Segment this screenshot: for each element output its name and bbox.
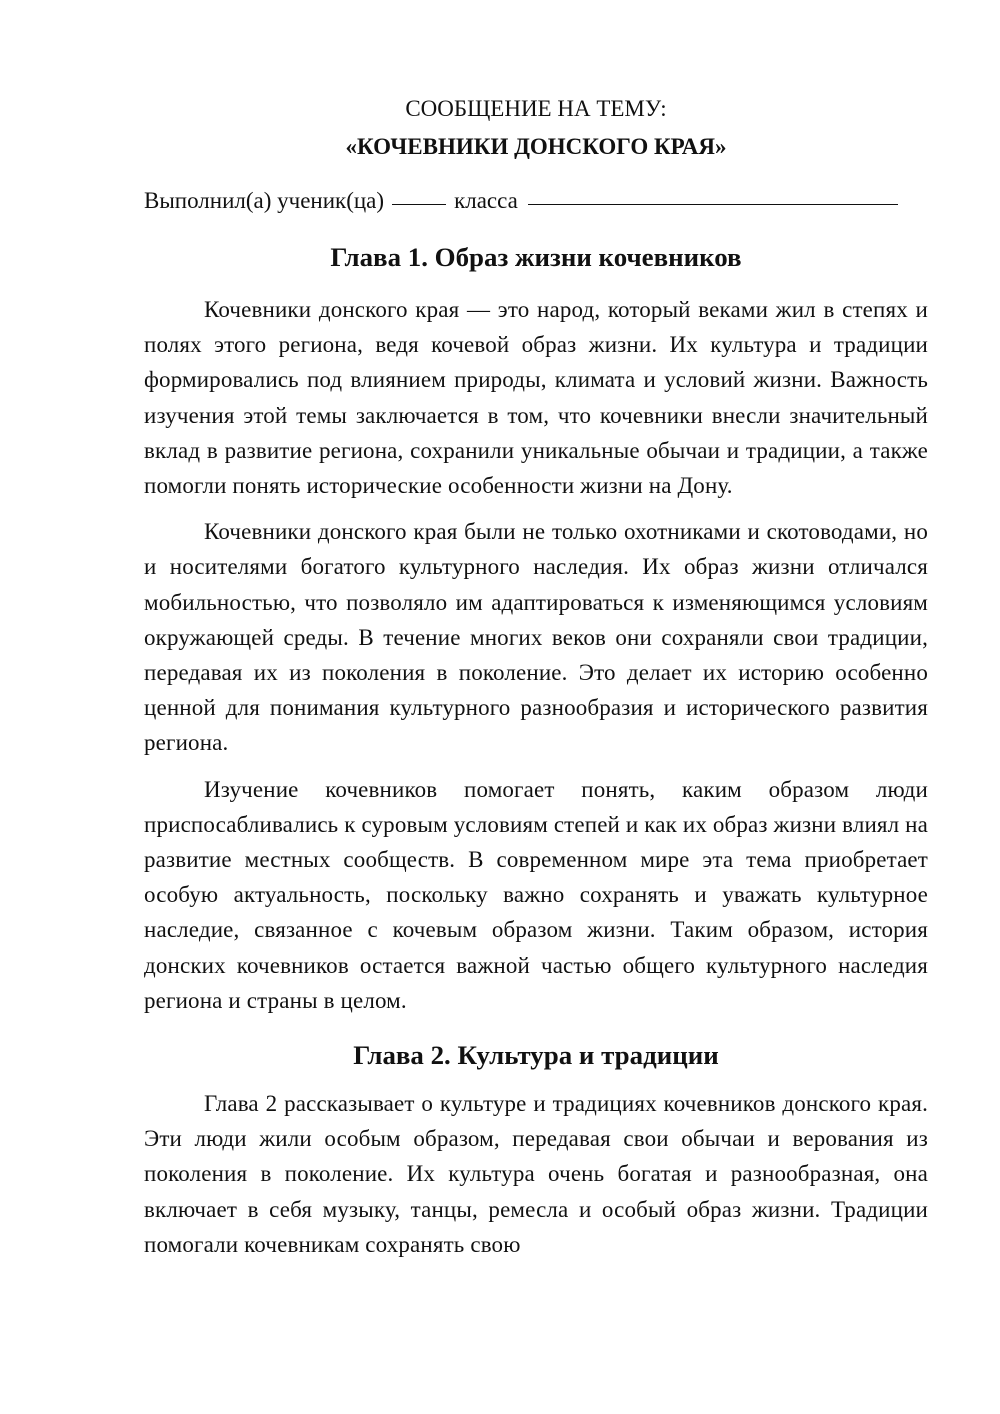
document-title: СООБЩЕНИЕ НА ТЕМУ: xyxy=(405,96,667,121)
name-blank xyxy=(528,204,898,205)
document-subtitle: «КОЧЕВНИКИ ДОНСКОГО КРАЯ» xyxy=(345,134,727,159)
chapter-2-paragraph: Глава 2 рассказывает о культуре и традициях кочевников донского края. Эти люди жили особым образом, передавая свои обычаи и верования из поколения в поколение. Их культура очень богатая и разнообразная, она включает в себя музыку, танцы, ремесла и особый образ жизни. Традиции помогали кочевникам сохранять свою xyxy=(144,1091,928,1257)
document-page xyxy=(144,90,928,1273)
author-line xyxy=(144,182,928,220)
chapter-1-heading: Глава 1. Образ жизни кочевников xyxy=(330,242,742,272)
grade-blank xyxy=(392,204,446,205)
performer-label: Выполнил(а) ученик(ца) xyxy=(144,188,385,213)
class-label: класса xyxy=(454,188,518,213)
chapter-2-heading: Глава 2. Культура и традиции xyxy=(353,1040,719,1071)
chapter-1-paragraph: Изучение кочевников помогает понять, каким образом люди приспосабливались к суровым условиям степей и как их образ жизни влиял на развитие местных сообществ. В современном мире эта тема приобретает особую актуальность, поскольку важно сохранять и уважать культурное наследие, связанное с кочевым образом жизни. Таким образом, история донских кочевников остается важной частью общего культурного наследия региона и страны в целом. xyxy=(144,776,928,1013)
chapter-1-paragraph: Кочевники донского края — это народ, который веками жил в степях и полях этого региона, ведя кочевой образ жизни. Их культура и традиции формировались под влиянием природы, климата и условий жизни. Важность изучения этой темы заключается в том, что кочевники внесли значительный вклад в развитие региона, сохранили уникальные обычаи и традиции, а также помогли понять исторические особенности жизни на Дону. xyxy=(144,297,928,499)
chapter-1-paragraph: Кочевники донского края были не только охотниками и скотоводами, но и носителями богатого культурного наследия. Их образ жизни отличался мобильностью, что позволяло им адаптироваться к изменяющимся условиям окружающей среды. В течение многих веков они сохраняли свои традиции, передавая их из поколения в поколение. Это делает их историю особенно ценной для понимания культурного разнообразия и исторического развития региона. xyxy=(144,519,928,756)
